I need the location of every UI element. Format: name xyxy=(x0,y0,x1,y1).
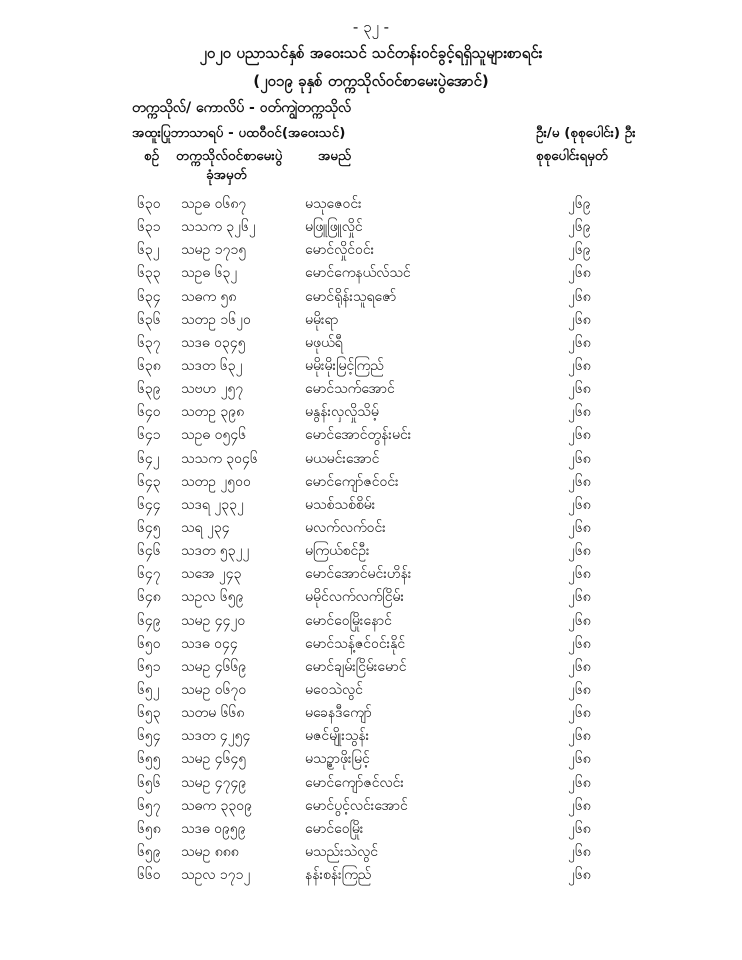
total-marks-cell: ၂၆၈ xyxy=(568,473,591,490)
total-marks-cell: ၂၆၈ xyxy=(568,635,591,652)
total-marks-cell: ၂၆၈ xyxy=(568,450,591,467)
total-marks-cell: ၂၆၈ xyxy=(568,820,591,837)
total-marks-cell: ၂၆၈ xyxy=(568,265,591,282)
total-marks-cell: ၂၆၈ xyxy=(568,288,591,305)
roll-number-cell: သဒဓ ၀၄၄ xyxy=(181,635,238,652)
roll-number-cell: သဥလ ၁၇၁၂ xyxy=(181,867,251,884)
table-row xyxy=(0,632,742,655)
student-name-cell: မောင်သက်အောင် xyxy=(305,381,395,398)
serial-number-cell: ၆၆၀ xyxy=(137,867,161,884)
table-row xyxy=(0,261,742,284)
student-name-cell: မောင်ဝေမြိုးနောင် xyxy=(305,612,392,629)
total-marks-cell: ၂၆၈ xyxy=(568,681,591,698)
student-name-cell: မောင်ရိုန်းသူရဇော် xyxy=(305,288,397,305)
serial-number-cell: ၆၄၄ xyxy=(137,496,161,513)
table-row xyxy=(0,539,742,562)
total-marks-cell: ၂၆၈ xyxy=(568,728,591,745)
student-name-cell: မဖြူဖြူလှိုင် xyxy=(305,219,363,236)
table-row xyxy=(0,400,742,423)
total-marks-cell: ၂၆၈ xyxy=(568,705,591,722)
total-marks-cell: ၂၆၈ xyxy=(568,867,591,884)
roll-number-cell: သအေ ၂၄၃ xyxy=(181,566,242,583)
total-marks-cell: ၂၆၉ xyxy=(568,196,591,212)
serial-number-cell: ၆၄၃ xyxy=(137,473,161,490)
student-name-cell: မောင်သန့်ဇင်ဝင်းနိုင် xyxy=(305,635,406,652)
serial-number-cell: ၆၄၉ xyxy=(137,612,161,629)
roll-number-cell: သသက ၃၀၄၆ xyxy=(181,450,258,467)
total-marks-cell: ၂၆၈ xyxy=(568,843,591,860)
table-row xyxy=(0,447,742,470)
page-number: - ၃၂ - xyxy=(352,18,390,36)
serial-number-cell: ၆၃၆ xyxy=(137,311,161,328)
table-row xyxy=(0,609,742,632)
serial-number-cell: ၆၅၅ xyxy=(137,751,161,768)
serial-number-cell: ၆၄၆ xyxy=(137,543,161,560)
serial-number-cell: ၆၃၁ xyxy=(137,219,161,236)
serial-number-cell: ၆၅၁ xyxy=(137,658,161,675)
roll-number-cell: သဥဓ ၀၅၄၆ xyxy=(181,427,247,444)
roll-number-cell: သမဥ ၄၄၂၀ xyxy=(181,612,246,629)
roll-number-cell: သဥဓ ၀၆၈၇ xyxy=(181,196,247,212)
table-row xyxy=(0,308,742,331)
student-name-cell: မကြယ်စင်ဦး xyxy=(305,543,370,560)
roll-number-cell: သတဥ ၁၆၂၀ xyxy=(181,311,251,328)
total-marks-cell: ၂၆၈ xyxy=(568,612,591,629)
student-name-cell: မောင်ကျော်ဇင်ဝင်း xyxy=(305,473,399,490)
table-row xyxy=(0,840,742,863)
serial-number-cell: ၆၃၄ xyxy=(137,288,161,305)
total-marks-cell: ၂၆၈ xyxy=(568,797,591,814)
column-header-total-marks: စုစုပေါင်းရမှတ် xyxy=(536,148,609,164)
table-row xyxy=(0,863,742,886)
student-name-cell: မောင်အောင်မင်းဟိန်း xyxy=(305,566,412,583)
serial-number-cell: ၆၅၇ xyxy=(137,797,161,814)
total-marks-cell: ၂၆၈ xyxy=(568,658,591,675)
student-name-cell: မနွန်းလှလှိုသိမ့် xyxy=(305,404,379,421)
student-name-cell: မောင်လှိုင်ဝင်း xyxy=(305,242,375,259)
table-row xyxy=(0,192,742,215)
table-row xyxy=(0,470,742,493)
roll-number-cell: သဓက ၃၃၀၉ xyxy=(181,797,253,814)
student-name-cell: မလက်လက်ဝင်း xyxy=(305,519,386,536)
serial-number-cell: ၆၄၈ xyxy=(137,589,161,606)
table-row xyxy=(0,817,742,840)
table-row xyxy=(0,794,742,817)
roll-number-cell: သမဥ ၄၆၆၉ xyxy=(181,658,247,675)
student-name-cell: နန်းစန်းကြည် xyxy=(305,867,372,884)
total-marks-cell: ၂၆၈ xyxy=(568,311,591,328)
total-marks-cell: ၂၆၈ xyxy=(568,381,591,398)
student-name-cell: မောင်ကျော်ဇင်လင်း xyxy=(305,774,404,791)
serial-number-cell: ၆၃၀ xyxy=(137,196,161,212)
total-marks-cell: ၂၆၈ xyxy=(568,334,591,351)
roll-number-cell: သရ ၂၃၄ xyxy=(181,519,230,536)
document-subtitle: (၂၀၁၉ ခုနှစ် တက္ကသိုလ်ဝင်စာမေးပွဲအောင်) xyxy=(253,72,489,90)
document-title: ၂၀၂၀ ပညာသင်နှစ် အဝေးသင် သင်တန်းဝင်ခွင့်ရရှိသူများစာရင်း xyxy=(199,44,543,62)
student-name-cell: မမိုင်လက်လက်ငြိမ်း xyxy=(305,589,405,606)
roll-number-cell: သမဥ ၀၆၇၀ xyxy=(181,681,247,698)
serial-number-cell: ၆၅၃ xyxy=(137,705,161,722)
student-name-cell: မသစ်သစ်စိမ်း xyxy=(305,496,376,513)
column-header-roll-number: တက္ကသိုလ်ဝင်စာမေးပွဲ xyxy=(176,148,283,164)
student-name-cell: မမိုးမိုးမြင့်ကြည် xyxy=(305,357,384,374)
table-row xyxy=(0,423,742,446)
student-name-cell: မသဥ္စာဖိုးမြင့် xyxy=(305,751,370,768)
column-header-name: အမည် xyxy=(318,148,352,164)
serial-number-cell: ၆၄၂ xyxy=(137,450,160,467)
table-row xyxy=(0,215,742,238)
total-marks-cell: ၂၆၉ xyxy=(568,219,591,236)
serial-number-cell: ၆၄၁ xyxy=(137,427,161,444)
table-row xyxy=(0,701,742,724)
serial-number-cell: ၆၄၅ xyxy=(137,519,161,536)
serial-number-cell: ၆၅၂ xyxy=(137,681,160,698)
table-row xyxy=(0,238,742,261)
table-row xyxy=(0,585,742,608)
student-name-cell: မယမင်းအောင် xyxy=(305,450,380,467)
roll-number-cell: သဥလ ၆၅၉ xyxy=(181,589,244,606)
table-row xyxy=(0,678,742,701)
roll-number-cell: သမဥ ၄၆၄၅ xyxy=(181,751,247,768)
column-header-serial: စဉ် xyxy=(144,148,160,164)
roll-number-cell: သဒတ ၆၃၂ xyxy=(181,357,243,374)
table-row xyxy=(0,771,742,794)
total-marks-cell: ၂၆၈ xyxy=(568,519,591,536)
total-marks-cell: ၂၆၈ xyxy=(568,404,591,421)
serial-number-cell: ၆၄၀ xyxy=(137,404,161,421)
roll-number-cell: သဗဟ ၂၅၇ xyxy=(181,381,244,398)
serial-number-cell: ၆၃၇ xyxy=(137,334,161,351)
total-marks-cell: ၂၆၈ xyxy=(568,751,591,768)
roll-number-cell: သမဥ ၈၈၈ xyxy=(181,843,239,860)
student-name-cell: မောင်အောင်တွန်းမင်း xyxy=(305,427,412,444)
student-name-cell: မဝေသဲလွင် xyxy=(305,681,363,698)
roll-number-cell: သတဥ ၂၅၀၀ xyxy=(181,473,251,490)
total-marks-cell: ၂၆၈ xyxy=(568,357,591,374)
serial-number-cell: ၆၅၉ xyxy=(137,843,161,860)
student-name-cell: မသည်းသဲလွင် xyxy=(305,843,379,860)
table-row xyxy=(0,747,742,770)
roll-number-cell: သဒရ ၂၃၃၂ xyxy=(181,496,244,513)
serial-number-cell: ၆၅၄ xyxy=(137,728,161,745)
student-name-cell: မမိုးရာ xyxy=(305,311,339,328)
serial-number-cell: ၆၅၈ xyxy=(137,820,161,837)
roll-number-cell: သတဥ ၃၉၈ xyxy=(181,404,245,421)
student-name-cell: မသုဇေဝင်း xyxy=(305,196,362,212)
table-row xyxy=(0,562,742,585)
total-marks-cell: ၂၆၈ xyxy=(568,774,591,791)
university-label: တက္ကသိုလ်/ ကောလိပ် - ဝတ်ကျွဲတက္ကသိုလ် xyxy=(132,100,352,116)
total-marks-cell: ၂၆၈ xyxy=(568,496,591,513)
total-marks-cell: ၂၆၈ xyxy=(568,427,591,444)
table-row xyxy=(0,516,742,539)
student-name-cell: မဖုယ်ရီ xyxy=(305,334,343,351)
serial-number-cell: ၆၃၈ xyxy=(137,357,161,374)
serial-number-cell: ၆၃၃ xyxy=(137,265,161,282)
total-marks-cell: ၂၆၈ xyxy=(568,543,591,560)
results-table xyxy=(0,192,742,886)
table-row xyxy=(0,331,742,354)
gender-total-header: ဦး/မ (စုစုပေါင်း) ဦး xyxy=(536,125,636,141)
roll-number-cell: သတမ ၆၆၈ xyxy=(181,705,245,722)
table-row xyxy=(0,377,742,400)
student-name-cell: မခေနဒီကျော် xyxy=(305,705,372,722)
serial-number-cell: ၆၅၀ xyxy=(137,635,161,652)
table-row xyxy=(0,724,742,747)
serial-number-cell: ၆၃၂ xyxy=(137,242,160,259)
roll-number-cell: သဓက ၅၈ xyxy=(181,288,237,305)
serial-number-cell: ၆၃၉ xyxy=(137,381,161,398)
table-row xyxy=(0,285,742,308)
table-row xyxy=(0,493,742,516)
roll-number-cell: သဒဓ ၀၃၄၅ xyxy=(181,334,246,351)
roll-number-cell: သမဥ ၄၇၄၉ xyxy=(181,774,247,791)
table-row xyxy=(0,655,742,678)
roll-number-cell: သဥဓ ၆၃၂ xyxy=(181,265,238,282)
student-name-cell: မောင်ကေနယ်လ်သင် xyxy=(305,265,411,282)
total-marks-cell: ၂၆၈ xyxy=(568,589,591,606)
serial-number-cell: ၆၄၇ xyxy=(137,566,161,583)
faculty-header: အထူးပြုဘာသာရပ် - ပထဝီဝင်(အဝေးသင်) xyxy=(132,125,346,141)
student-name-cell: မောင်ချမ်းငြိမ်းမောင် xyxy=(305,658,407,675)
column-header-roll-number-line2: ခုံအမှတ် xyxy=(206,167,247,183)
table-row xyxy=(0,354,742,377)
student-name-cell: မောင်ပွင့်လင်းအောင် xyxy=(305,797,408,814)
roll-number-cell: သသက ၃၂၆၂ xyxy=(181,219,256,236)
student-name-cell: မဇင်မျိုးသွန်း xyxy=(305,728,370,745)
total-marks-cell: ၂၆၈ xyxy=(568,566,591,583)
roll-number-cell: သဒတ ၄၂၅၄ xyxy=(181,728,251,745)
roll-number-cell: သဒဓ ၀၉၅၉ xyxy=(181,820,246,837)
serial-number-cell: ၆၅၆ xyxy=(137,774,161,791)
student-name-cell: မောင်ဝေမြိုး xyxy=(305,820,364,837)
roll-number-cell: သမဥ ၁၇၁၅ xyxy=(181,242,247,259)
roll-number-cell: သဒတ ၅၃၂၂ xyxy=(181,543,250,560)
total-marks-cell: ၂၆၉ xyxy=(568,242,591,259)
